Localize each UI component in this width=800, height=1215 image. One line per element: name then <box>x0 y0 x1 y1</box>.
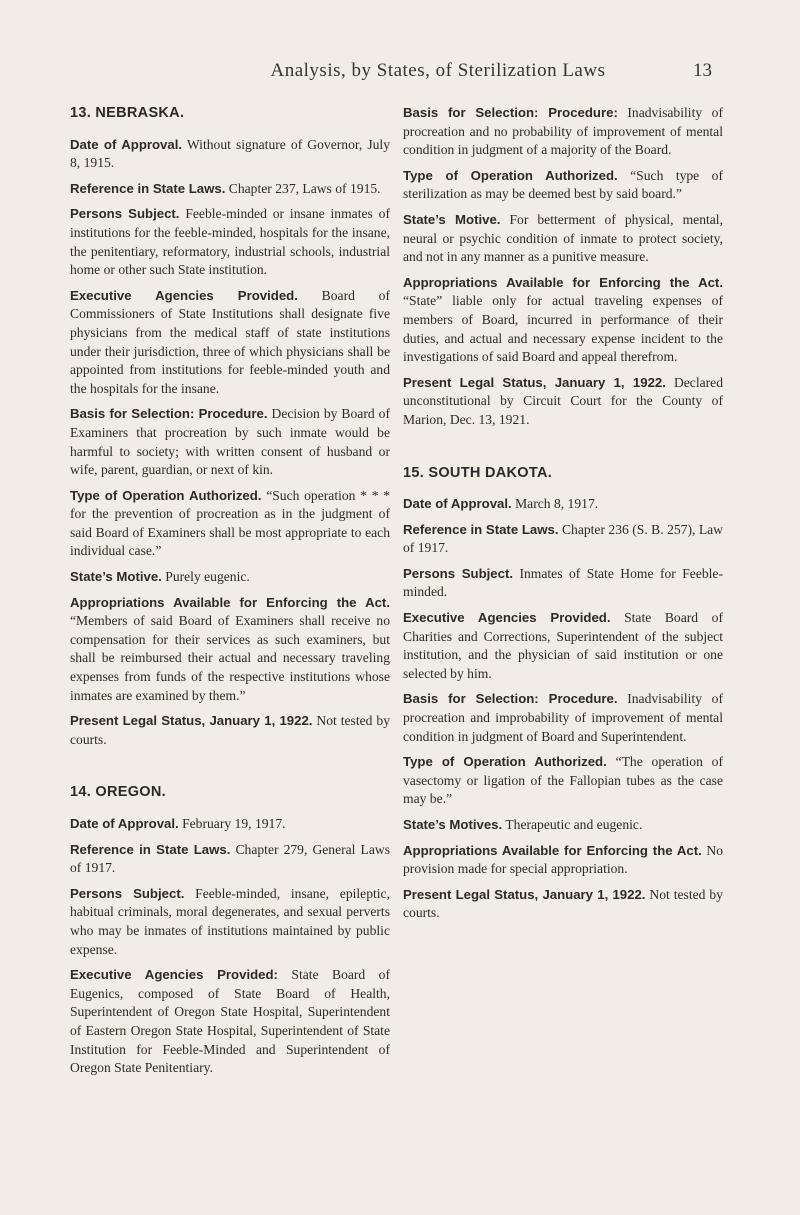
entry-label: Appropriations Available for Enforcing the Act. <box>70 594 390 610</box>
entry-label: Reference in State Laws. <box>70 841 231 857</box>
entry-label: Present Legal Status, January 1, 1922. <box>403 886 646 902</box>
entry-basis-for-selection <box>403 104 723 160</box>
entry-label: Appropriations Available for Enforcing the Act. <box>403 274 723 290</box>
entry-appropriations <box>403 274 723 367</box>
entry-label: State’s Motive. <box>70 569 162 585</box>
entry-text: “Such operation * * * for the prevention of procreation as in the judgment of said Board of Examiners shall be most appropriate to each individual case.” <box>70 487 390 559</box>
entry-label: Appropriations Available for Enforcing the Act. <box>403 842 702 858</box>
entry-text: Not tested by courts. <box>403 886 723 921</box>
entry-label: Persons Subject. <box>70 206 180 222</box>
entry-text: February 19, 1917. <box>178 816 286 831</box>
entry-label: Date of Approval. <box>403 496 512 512</box>
entry-text: Without signature of Governor, July 8, 1915. <box>70 136 391 171</box>
entry-legal-status <box>403 374 723 430</box>
entry-basis-for-selection <box>403 690 723 746</box>
entry-label: Executive Agencies Provided: <box>70 967 278 983</box>
entry-text: No provision made for special appropriation. <box>403 842 723 877</box>
entry-text: Inadvisability of procreation and no probability of improvement of mental condition in judgment of a majority of the Board. <box>403 105 724 158</box>
entry-legal-status <box>403 886 723 923</box>
entry-date-of-approval <box>70 136 390 173</box>
entry-text: Feeble-minded, insane, epileptic, habitual criminals, moral degenerates, and sexual perverts who may be inmates of institutions maintained by public expense. <box>70 885 390 957</box>
entry-date-of-approval <box>70 815 390 834</box>
entry-persons-subject <box>403 565 723 602</box>
entry-basis-for-selection <box>70 405 390 479</box>
entry-label: Type of Operation Authorized. <box>70 487 262 503</box>
entry-persons-subject <box>70 205 390 279</box>
left-column <box>70 104 390 1085</box>
entry-reference <box>70 841 390 878</box>
entry-reference <box>403 521 723 558</box>
entry-label: Present Legal Status, January 1, 1922. <box>403 374 666 390</box>
entry-text: Chapter 279, General Laws of 1917. <box>70 841 390 876</box>
entry-label: Executive Agencies Provided. <box>403 610 611 626</box>
entry-type-of-operation <box>403 753 723 809</box>
entry-text: “The operation of vasectomy or ligation of the Fallopian tubes as the case may be.” <box>403 754 723 807</box>
entry-label: Type of Operation Authorized. <box>403 167 618 183</box>
entry-executive-agencies <box>403 609 723 683</box>
entry-text: For betterment of physical, mental, neural or psychic condition of inmate to protect society, and not in any manner as a punitive measure. <box>403 211 723 265</box>
section-title-south-dakota: 15. SOUTH DAKOTA. <box>403 464 553 481</box>
entry-appropriations <box>70 594 390 706</box>
entry-reference <box>70 180 390 199</box>
entry-text: State Board of Charities and Corrections, Superintendent of the subject institution, and the physician of said institution or one selected by him. <box>403 610 723 681</box>
entry-executive-agencies <box>70 287 390 399</box>
entry-text: Declared unconstitutional by Circuit Court for the County of Marion, Dec. 13, 1921. <box>403 374 723 427</box>
entry-label: State’s Motives. <box>403 817 503 832</box>
entry-label: Basis for Selection: Procedure. <box>403 691 618 707</box>
entry-label: Basis for Selection: Procedure: <box>403 105 618 120</box>
entry-text: Board of Commissioners of State Institutions shall designate five physicians from the medical staff of state institutions under their jurisdiction, three of which physicians shall be appointed from institutions for feeble-minded youth and the hospitals for the insane. <box>70 287 390 396</box>
entry-type-of-operation <box>403 167 723 204</box>
entry-text: Feeble-minded or insane inmates of institutions for the feeble-minded, hospitals for the insane, the penitentiary, reformatory, industrial schools, industrial home or other such State institution. <box>70 206 390 278</box>
entry-label: Reference in State Laws. <box>403 521 559 537</box>
entry-appropriations <box>403 842 723 879</box>
entry-states-motive <box>70 568 390 587</box>
entry-executive-agencies <box>70 966 390 1078</box>
entry-text: Therapeutic and eugenic. <box>502 817 643 832</box>
section-title-oregon: 14. OREGON. <box>70 784 166 801</box>
entry-label: State’s Motive. <box>403 211 501 227</box>
entry-label: Persons Subject. <box>403 565 514 581</box>
entry-text: Chapter 237, Laws of 1915. <box>225 180 381 196</box>
entry-label: Type of Operation Authorized. <box>403 754 607 770</box>
entry-label: Present Legal Status, January 1, 1922. <box>70 713 313 729</box>
entry-persons-subject <box>70 885 390 959</box>
entry-label: Persons Subject. <box>70 885 185 901</box>
entry-text: Not tested by courts. <box>70 713 390 747</box>
right-column <box>403 104 723 930</box>
entry-text: Inmates of State Home for Feeble-minded. <box>403 565 723 600</box>
entry-label: Date of Approval. <box>70 136 183 152</box>
entry-text: Purely eugenic. <box>161 569 250 585</box>
entry-label: Basis for Selection: Procedure. <box>70 406 268 422</box>
entry-states-motive <box>403 211 723 267</box>
entry-text: Inadvisability of procreation and improbability of improvement of mental condition in judgment of Board and Superintendent. <box>403 691 723 744</box>
entry-label: Reference in State Laws. <box>70 180 226 196</box>
running-header: Analysis, by States, of Sterilization Laws <box>270 60 606 81</box>
entry-text: “State” liable only for actual traveling expenses of members of Board, incurred in performance of their duties, and actual and necessary expense incident to the investigations of said Board and appeal therefrom. <box>403 293 723 365</box>
entry-legal-status <box>70 712 390 749</box>
entry-label: Executive Agencies Provided. <box>70 287 298 303</box>
entry-states-motives <box>403 816 723 835</box>
entry-text: State Board of Eugenics, composed of State Board of Health, Superintendent of Oregon State Hospital, Superintendent of Eastern Oregon State Hospital, Superintendent of State Institution for Feeble-Minded and Superintendent of Oregon State Penitentiary. <box>70 967 390 1076</box>
entry-text: Chapter 236 (S. B. 257), Law of 1917. <box>403 521 723 556</box>
entry-text: March 8, 1917. <box>511 496 599 512</box>
entry-text: “Members of said Board of Examiners shall receive no compensation for their services as such examiners, but shall be reimbursed their actual and necessary traveling expenses from funds of the respective institutions whose inmates are examined by them.” <box>70 613 390 703</box>
section-title-nebraska: 13. NEBRASKA. <box>70 105 185 121</box>
entry-type-of-operation <box>70 487 390 561</box>
entry-date-of-approval <box>403 495 723 514</box>
entry-text: “Such type of sterilization as may be deemed best by said board.” <box>403 167 723 202</box>
entry-label: Date of Approval. <box>70 816 179 831</box>
page-number: 13 <box>693 60 712 81</box>
entry-text: Decision by Board of Examiners that procreation by such inmate would be harmful to society; with written consent of husband or wife, parent, guardian, or next of kin. <box>70 406 390 478</box>
